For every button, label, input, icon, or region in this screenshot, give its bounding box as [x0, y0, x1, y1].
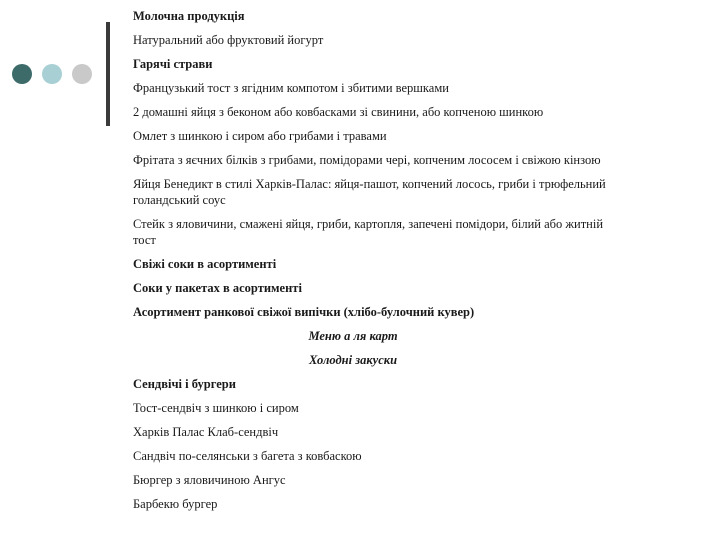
- gray-dot-icon: [72, 64, 92, 84]
- menu-item: Бюргер з яловичиною Ангус: [133, 473, 286, 487]
- dark-teal-dot-icon: [12, 64, 32, 84]
- section-heading-packaged-juices: Соки у пакетах в асортименті: [133, 281, 302, 295]
- menu-item: Французький тост з ягідним компотом і збитими вершками: [133, 81, 449, 95]
- section-heading-fresh-juices: Свіжі соки в асортименті: [133, 257, 277, 271]
- subtitle-cold-starters: Холодні закуски: [308, 353, 398, 367]
- menu-item: Барбекю бургер: [133, 497, 218, 511]
- menu-item: Яйця Бенедикт в стилі Харків-Палас: яйця-пашот, копчений лосось, гриби і трюфельний голандський соус: [133, 177, 606, 207]
- menu-item: Натуральний або фруктовий йогурт: [133, 33, 324, 47]
- section-heading-pastry: Асортимент ранкової свіжої випічки (хлібо-булочний кувер): [133, 305, 475, 319]
- menu-item: Стейк з яловичини, смажені яйця, гриби, картопля, запечені помідори, білий або житній тост: [133, 217, 604, 247]
- menu-document: [133, 8, 613, 520]
- section-heading-hot-dishes: Гарячі страви: [133, 57, 213, 71]
- menu-item: Омлет з шинкою і сиром або грибами і травами: [133, 129, 387, 143]
- section-heading-sandwiches: Сендвічі і бургери: [133, 377, 236, 391]
- light-teal-dot-icon: [42, 64, 62, 84]
- menu-item: Харків Палас Клаб-сендвіч: [133, 425, 279, 439]
- subtitle-a-la-carte: Меню а ля карт: [308, 329, 398, 343]
- menu-item: Фрітата з яєчних білків з грибами, помідорами чері, копченим лососем і свіжою кінзою: [133, 153, 601, 167]
- menu-item: 2 домашні яйця з беконом або ковбасками зі свинини, або копченою шинкою: [133, 105, 544, 119]
- section-heading-dairy: Молочна продукція: [133, 9, 245, 23]
- menu-item: Тост-сендвіч з шинкою і сиром: [133, 401, 299, 415]
- decorative-vertical-bar: [106, 22, 110, 126]
- menu-item: Сандвіч по-селянськи з багета з ковбаскою: [133, 449, 362, 463]
